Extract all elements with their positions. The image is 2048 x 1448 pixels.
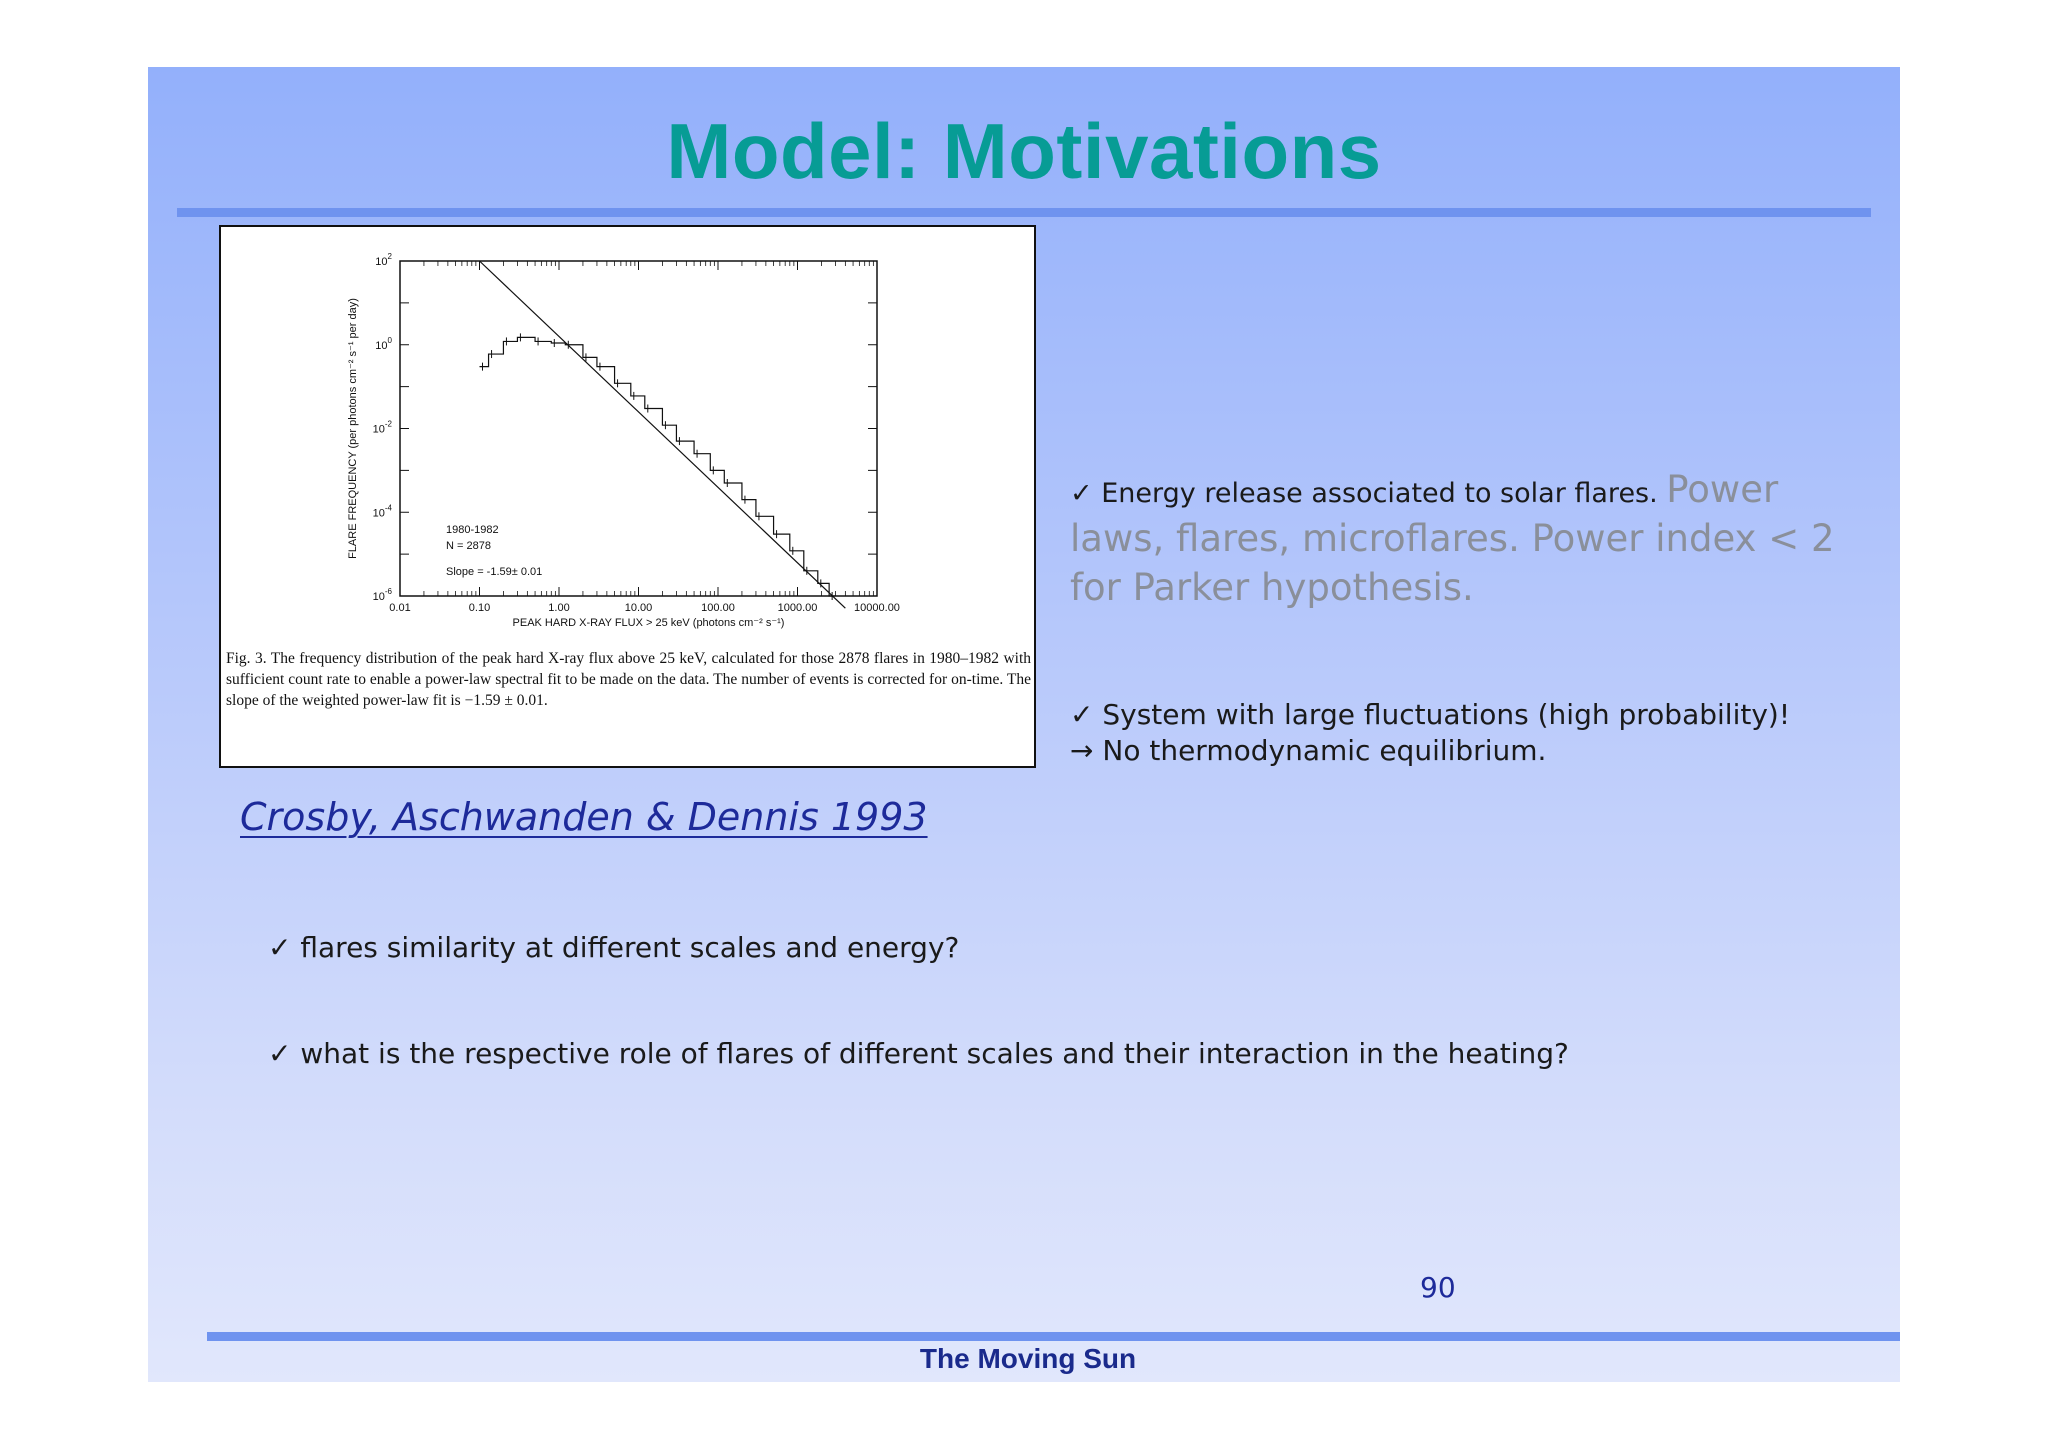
slide bbox=[148, 67, 1900, 1382]
check-icon: ✓ bbox=[1070, 698, 1094, 731]
bullet-fluctuations-line1: System with large fluctuations (high probability)! bbox=[1102, 698, 1791, 731]
citation-link[interactable]: Crosby, Aschwanden & Dennis 1993 bbox=[240, 795, 928, 839]
bullet-role-text: what is the respective role of flares of different scales and their interaction in the heating? bbox=[300, 1037, 1569, 1070]
bullet-energy-grey: Power laws, flares, microflares. Power index < 2 for Parker hypothesis. bbox=[1070, 468, 1835, 609]
x-axis-label: PEAK HARD X-RAY FLUX > 25 keV (photons cm⁻² s⁻¹) bbox=[512, 617, 785, 629]
x-tick-label: 10000.00 bbox=[854, 602, 900, 614]
slide-title: Model: Motivations bbox=[666, 107, 1382, 195]
annotation-slope: Slope = -1.59± 0.01 bbox=[446, 566, 543, 579]
check-icon: ✓ bbox=[268, 1037, 292, 1070]
histogram-series bbox=[480, 337, 836, 596]
footer-divider bbox=[207, 1332, 1900, 1341]
x-tick-label: 1.00 bbox=[548, 602, 570, 614]
annotation-period: 1980-1982 bbox=[446, 524, 499, 537]
check-icon: ✓ bbox=[268, 931, 292, 964]
bullet-role bbox=[268, 1037, 1569, 1070]
x-tick-label: 100.00 bbox=[701, 602, 735, 614]
y-tick-label: $10^{-2}$ bbox=[372, 419, 392, 436]
x-tick-label: 1000.00 bbox=[777, 602, 818, 614]
title-divider bbox=[177, 208, 1871, 217]
bullet-similarity-text: flares similarity at different scales and energy? bbox=[300, 931, 960, 964]
x-tick-label: 10.00 bbox=[624, 602, 653, 614]
y-tick-label: $10^0$ bbox=[375, 335, 392, 352]
bullet-fluctuations-line2: No thermodynamic equilibrium. bbox=[1102, 734, 1547, 767]
bullet-energy-release bbox=[1070, 467, 1860, 614]
y-tick-label: $10^{-4}$ bbox=[372, 503, 392, 520]
figure-panel bbox=[219, 225, 1036, 768]
y-tick-label: $10^2$ bbox=[375, 252, 392, 268]
figure-caption: Fig. 3. The frequency distribution of the peak hard X-ray flux above 25 keV, calculated for those 2878 flares in 1980–1982 with sufficient count rate to enable a power-law spectral fit to be made on the data. The number of events is corrected for on-time. The slope of the weighted power-law fit is −1.59 ± 0.01. bbox=[226, 650, 1031, 709]
annotation-count: N = 2878 bbox=[446, 540, 491, 553]
page-number: 90 bbox=[1420, 1271, 1456, 1304]
power-law-fit-line bbox=[480, 261, 846, 608]
y-tick-label: $10^{-6}$ bbox=[372, 587, 392, 603]
x-tick-label: 0.10 bbox=[468, 602, 491, 614]
bullet-energy-main: Energy release associated to solar flares. bbox=[1101, 478, 1658, 509]
footer-title: The Moving Sun bbox=[919, 1343, 1137, 1374]
flare-frequency-chart bbox=[221, 227, 1034, 647]
bullet-similarity bbox=[268, 931, 959, 964]
bullet-fluctuations bbox=[1070, 697, 1860, 769]
x-tick-label: 0.01 bbox=[389, 602, 411, 614]
y-axis-label: FLARE FREQUENCY (per photons cm⁻² s⁻¹ per day) bbox=[347, 298, 359, 559]
check-icon: ✓ bbox=[1070, 478, 1093, 509]
arrow-right-icon: → bbox=[1070, 734, 1094, 767]
